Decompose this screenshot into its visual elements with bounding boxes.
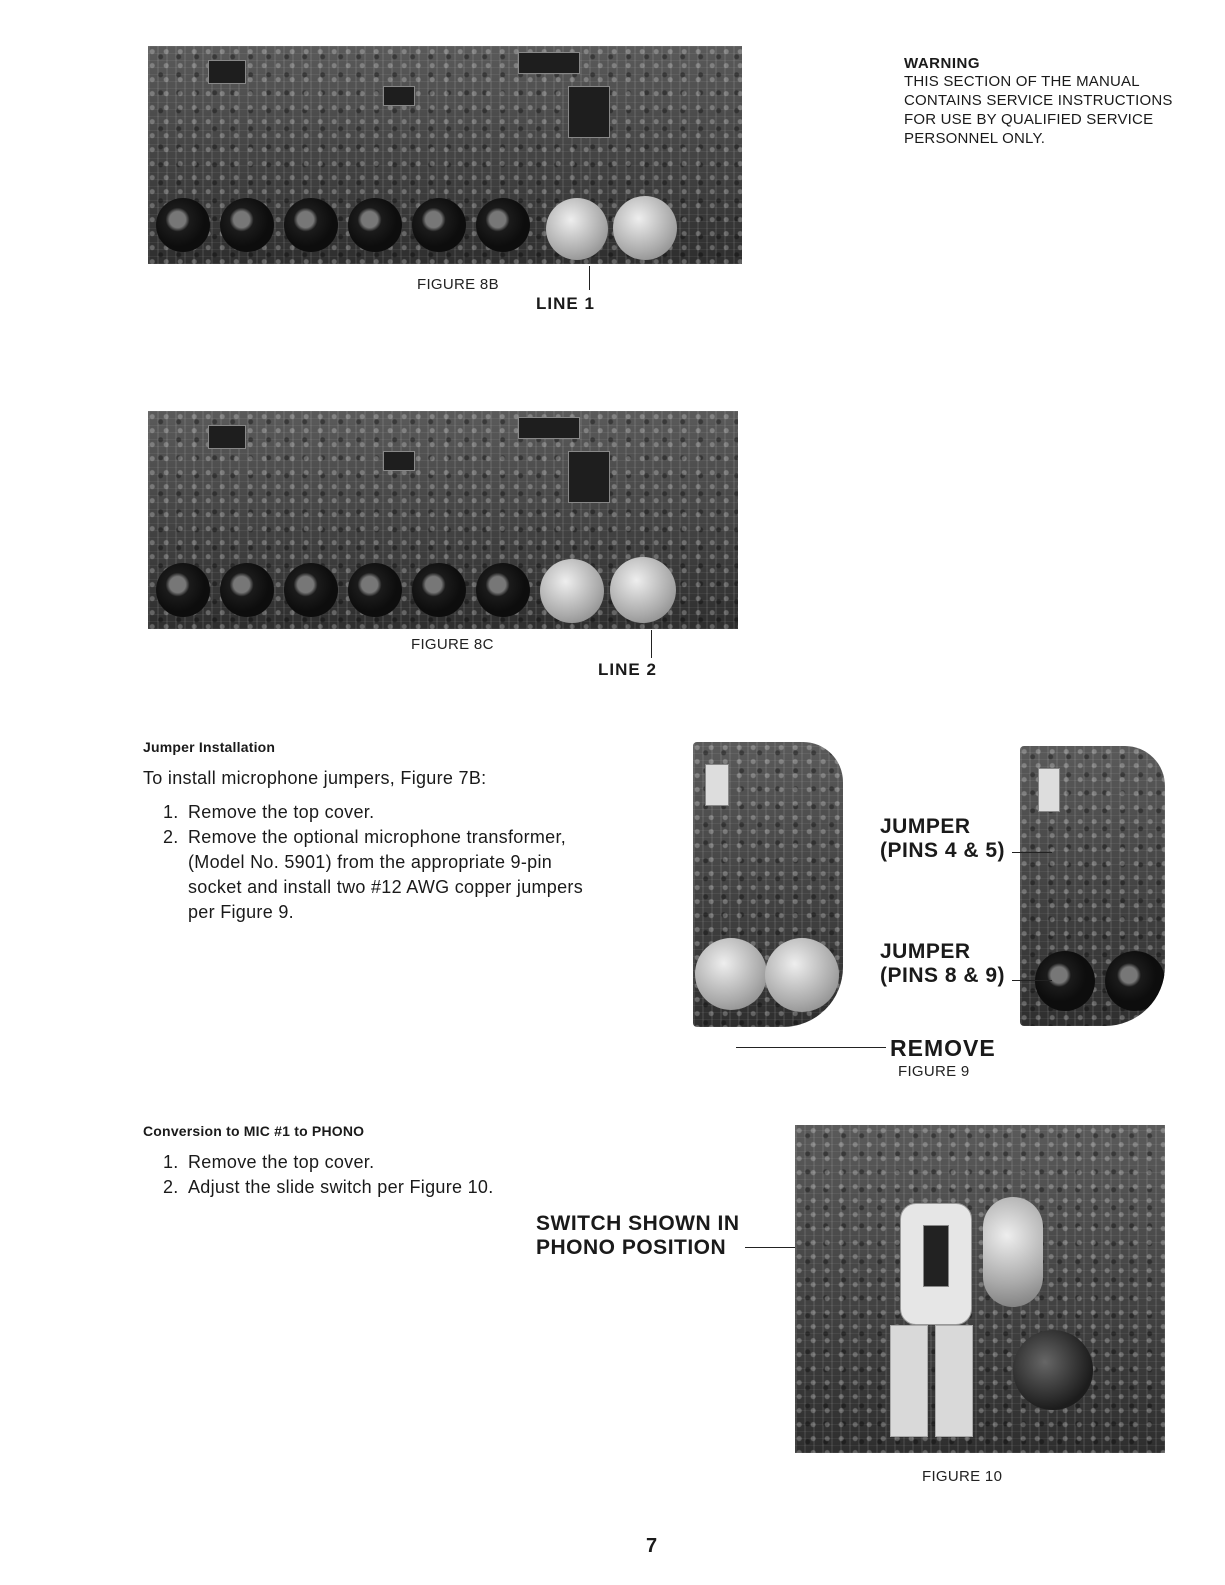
step-number: 2. xyxy=(163,827,179,847)
list-item xyxy=(143,1175,563,1200)
callout-line: (PINS 4 & 5) xyxy=(880,839,1006,862)
figure-8c-photo xyxy=(148,411,738,629)
callout-line: PHONO POSITION xyxy=(536,1236,727,1259)
step-text: Remove the top cover. xyxy=(188,802,375,822)
callout-line: JUMPER xyxy=(880,940,971,963)
list-item xyxy=(143,825,643,925)
warning-title: WARNING xyxy=(904,55,980,72)
line-2-pointer xyxy=(651,630,652,658)
jumper-pins-8-9-leader xyxy=(1012,980,1052,981)
jumper-pins-4-5-callout xyxy=(880,815,1005,863)
step-number: 1. xyxy=(163,1152,179,1172)
warning-line: FOR USE BY QUALIFIED SERVICE xyxy=(904,111,1154,128)
jumper-pins-4-5-leader xyxy=(1012,852,1052,853)
figure-9-left-photo xyxy=(693,742,843,1027)
step-text: (Model No. 5901) from the appropriate 9-pin xyxy=(188,852,553,872)
step-number: 1. xyxy=(163,802,179,822)
conversion-section-heading: Conversion to MIC #1 to PHONO xyxy=(143,1123,365,1139)
warning-line: PERSONNEL ONLY. xyxy=(904,130,1046,147)
jumper-section-heading: Jumper Installation xyxy=(143,739,276,755)
figure-10-caption: FIGURE 10 xyxy=(922,1468,1003,1485)
figure-8c-line-label: LINE 2 xyxy=(598,660,657,679)
step-text: Adjust the slide switch per Figure 10. xyxy=(188,1177,494,1197)
figure-8b-line-label: LINE 1 xyxy=(536,294,595,313)
jumper-section-intro: To install microphone jumpers, Figure 7B: xyxy=(143,768,487,788)
figure-8c-caption: FIGURE 8C xyxy=(411,636,494,653)
step-number: 2. xyxy=(163,1177,179,1197)
switch-position-callout xyxy=(536,1212,739,1260)
step-text: Remove the optional microphone transformer, xyxy=(188,827,567,847)
remove-leader xyxy=(736,1047,886,1048)
page-number: 7 xyxy=(646,1535,658,1557)
step-text: per Figure 9. xyxy=(188,902,294,922)
figure-8b-photo xyxy=(148,46,742,264)
warning-block xyxy=(904,55,1204,148)
callout-line: (PINS 8 & 9) xyxy=(880,964,1006,987)
step-text: socket and install two #12 AWG copper jumpers xyxy=(188,877,584,897)
line-1-pointer xyxy=(589,266,590,290)
figure-9-right-photo xyxy=(1020,746,1165,1026)
conversion-steps xyxy=(143,1150,563,1200)
figure-8b-caption: FIGURE 8B xyxy=(417,276,499,293)
jumper-steps xyxy=(143,800,643,925)
list-item xyxy=(143,1150,563,1175)
warning-line: THIS SECTION OF THE MANUAL xyxy=(904,73,1140,90)
figure-9-caption: FIGURE 9 xyxy=(898,1063,970,1080)
step-text: Remove the top cover. xyxy=(188,1152,375,1172)
callout-line: SWITCH SHOWN IN xyxy=(536,1212,740,1235)
jumper-pins-8-9-callout xyxy=(880,940,1005,988)
figure-10-photo xyxy=(795,1125,1165,1453)
list-item xyxy=(143,800,643,825)
remove-callout: REMOVE xyxy=(890,1035,996,1061)
warning-line: CONTAINS SERVICE INSTRUCTIONS xyxy=(904,92,1173,109)
callout-line: JUMPER xyxy=(880,815,971,838)
